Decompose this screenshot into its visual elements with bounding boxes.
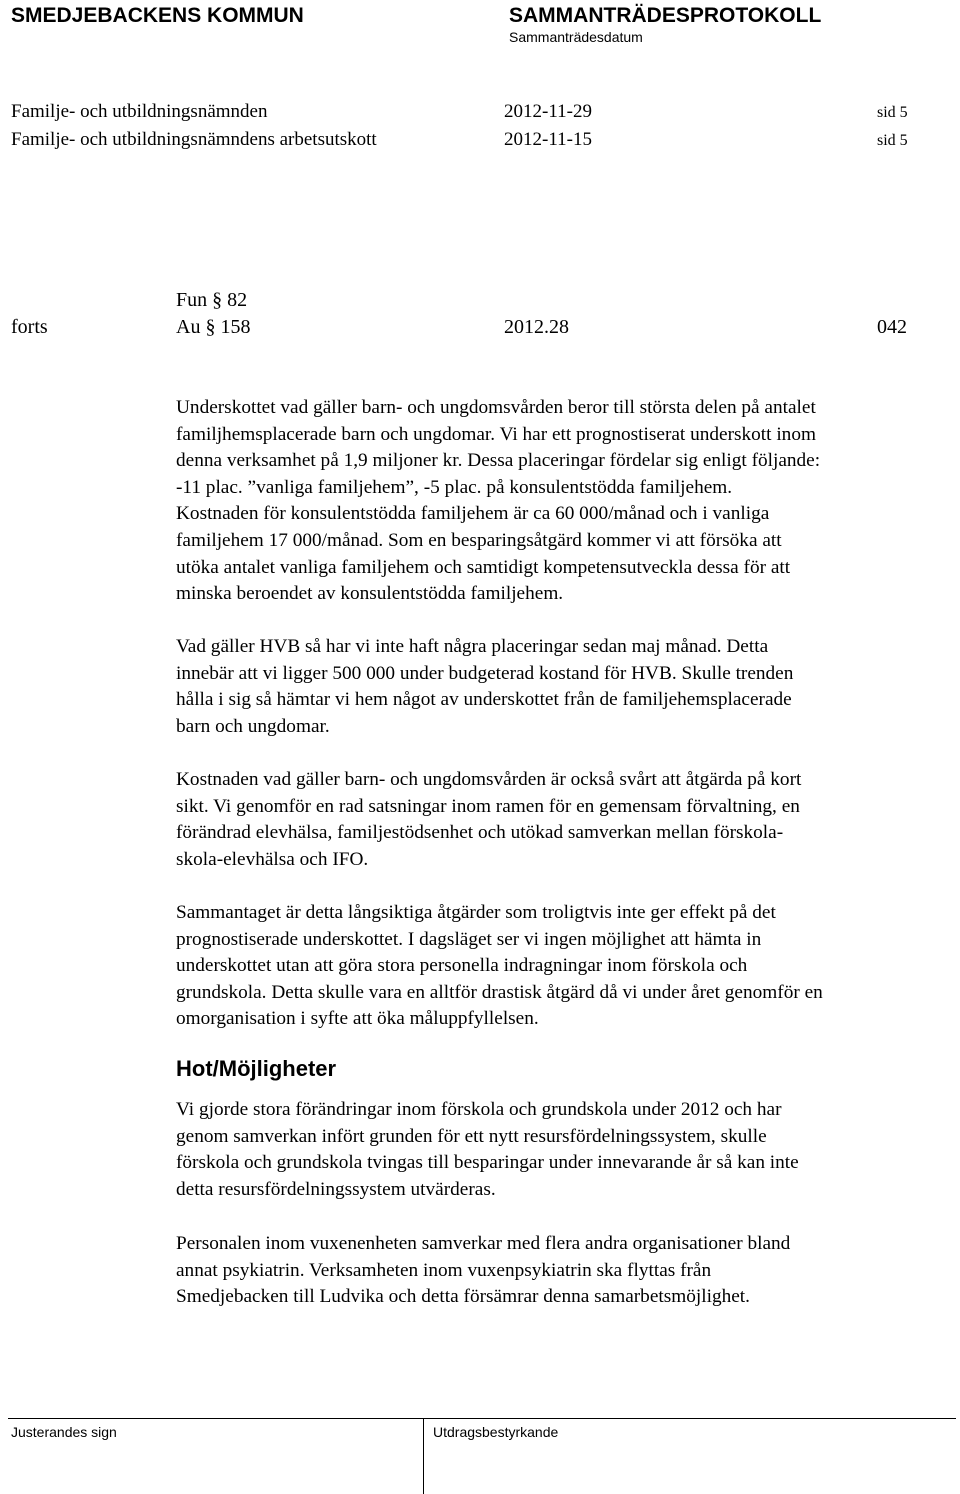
text-line: prognostiserade underskottet. I dagsläget ser vi ingen möjlighet att hämta in [176, 928, 762, 950]
working-committee-name: Familje- och utbildningsnämndens arbetsutskott [11, 129, 377, 150]
text-line: minska beroendet av konsulentstödda familjehem. [176, 583, 564, 605]
paragraph-cost-measures [176, 767, 936, 873]
text-line: genom samverkan infört grunden för ett nytt resursfördelningssystem, skulle [176, 1125, 767, 1147]
text-line: Underskottet vad gäller barn- och ungdomsvården beror till största delen på antalet [176, 397, 816, 418]
working-committee-page: sid 5 [877, 132, 908, 149]
text-line: detta resursfördelningssystem utvärderas. [176, 1178, 496, 1200]
text-line: familjhemsplacerade barn och ungdomar. Vi har ett prognostiserat underskott inom [176, 423, 816, 445]
paragraph-summary [176, 900, 936, 1033]
footer-rule [8, 1418, 956, 1419]
text-line: Personalen inom vuxenenheten samverkar med flera andra organisationer bland [176, 1233, 791, 1254]
municipality-name: SMEDJEBACKENS KOMMUN [11, 4, 304, 27]
extract-certification-label: Utdragsbestyrkande [433, 1424, 559, 1440]
continued-label: forts [11, 316, 48, 338]
meeting-date-label: Sammanträdesdatum [509, 29, 643, 45]
adjuster-signature-label: Justerandes sign [11, 1424, 117, 1440]
committee-page: sid 5 [877, 104, 908, 121]
text-line: innebär att vi ligger 500 000 under budgeterad kostand för HVB. Skulle trenden [176, 662, 794, 684]
fun-section-ref: Fun § 82 [176, 289, 248, 311]
text-line: skola-elevhälsa och IFO. [176, 848, 369, 870]
text-line: Vi gjorde stora förändringar inom förskola och grundskola under 2012 och har [176, 1099, 782, 1120]
archive-code: 042 [877, 316, 907, 338]
text-line: barn och ungdomar. [176, 715, 330, 737]
document-type: SAMMANTRÄDESPROTOKOLL [509, 4, 822, 27]
text-line: utöka antalet vanliga familjehem och samtidigt kompetensutveckla dessa för att [176, 556, 791, 578]
text-line: Sammantaget är detta långsiktiga åtgärder som troligtvis inte ger effekt på det [176, 902, 776, 923]
working-committee-date: 2012-11-15 [504, 129, 592, 150]
text-line: Vad gäller HVB så har vi inte haft några placeringar sedan maj månad. Detta [176, 636, 769, 657]
paragraph-resource-allocation [176, 1097, 936, 1203]
text-line: denna verksamhet på 1,9 miljoner kr. Dessa placeringar fördelar sig enligt följande: [176, 450, 821, 472]
text-line: sikt. Vi genomför en rad satsningar inom ramen för en gemensam förvaltning, en [176, 795, 800, 817]
case-number: 2012.28 [504, 316, 569, 338]
committee-name: Familje- och utbildningsnämnden [11, 101, 268, 122]
text-line: Kostnaden vad gäller barn- och ungdomsvården är också svårt att åtgärda på kort [176, 769, 802, 790]
text-line: underskottet utan att göra stora personella indragningar inom förskola och [176, 955, 748, 977]
text-line: Smedjebacken till Ludvika och detta försämrar denna samarbetsmöjlighet. [176, 1286, 750, 1308]
text-line: Kostnaden för konsulentstödda familjehem är ca 60 000/månad och i vanliga [176, 503, 770, 525]
paragraph-adult-unit [176, 1231, 936, 1311]
section-heading: Hot/Möjligheter [176, 1056, 337, 1081]
footer-divider [423, 1418, 424, 1494]
text-line: hålla i sig så hämtar vi hem något av underskottet från de familjehemsplacerade [176, 689, 792, 711]
text-line: -11 plac. ”vanliga familjehem”, -5 plac. på konsulentstödda familjehem. [176, 476, 733, 498]
au-section-ref: Au § 158 [176, 316, 251, 338]
text-line: omorganisation i syfte att öka måluppfyllelsen. [176, 1008, 539, 1030]
text-line: familjehem 17 000/månad. Som en besparingsåtgärd kommer vi att försöka att [176, 529, 782, 551]
committee-date: 2012-11-29 [504, 101, 592, 122]
paragraph-hvb [176, 634, 936, 740]
text-line: förändrad elevhälsa, familjestödsenhet och utökad samverkan mellan förskola- [176, 822, 784, 844]
paragraph-deficit-youth-care [176, 395, 936, 608]
text-line: annat psykiatrin. Verksamheten inom vuxenpsykiatrin ska flyttas från [176, 1259, 712, 1281]
text-line: förskola och grundskola tvingas till besparingar under innevarande år så kan inte [176, 1152, 799, 1174]
text-line: grundskola. Detta skulle vara en alltför drastisk åtgärd då vi under året genomför en [176, 981, 823, 1003]
